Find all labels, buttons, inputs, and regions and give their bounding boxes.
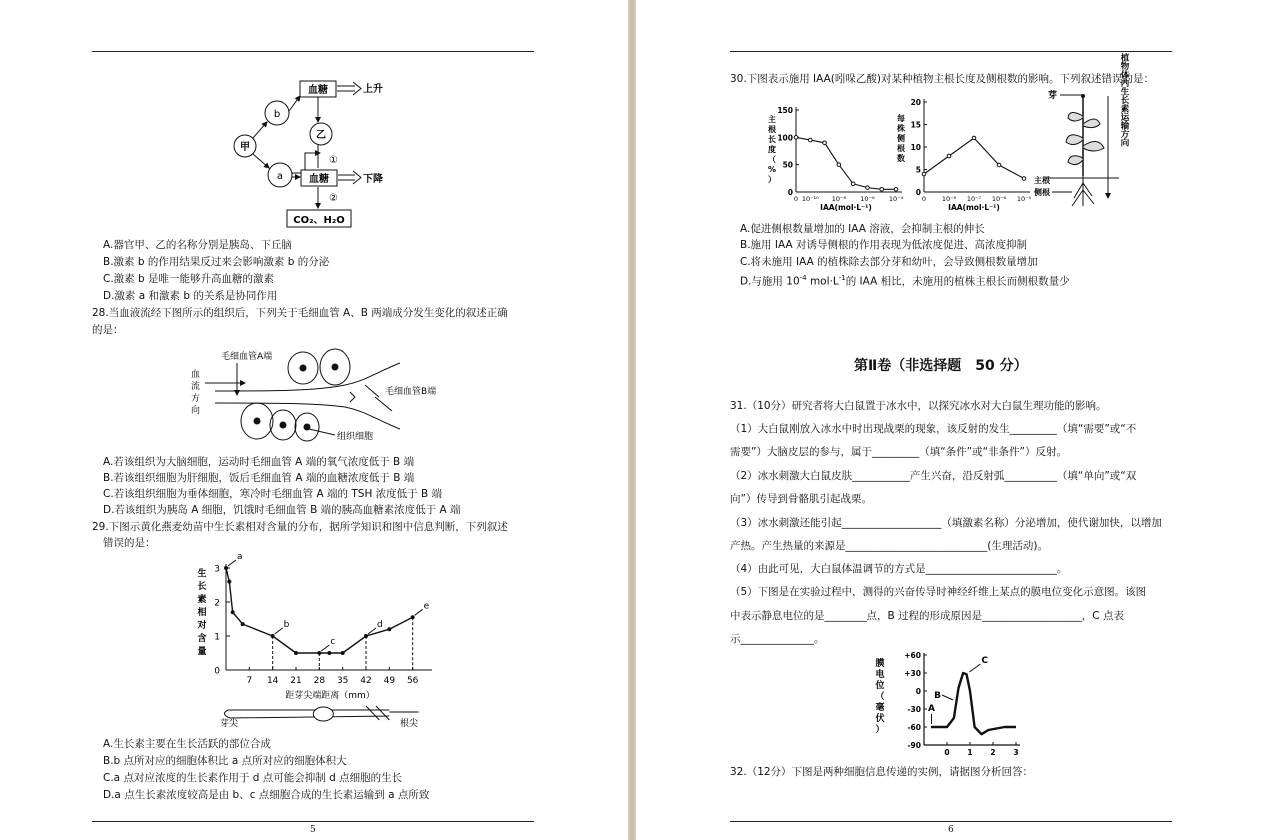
q31-p2-line2: 向”）传导到骨骼肌引起战栗。 — [730, 493, 872, 505]
q29-option-b: B.b 点所对应的细胞体积比 a 点所对应的细胞体积大 — [103, 755, 347, 767]
q31-p2-line1: （2）冰水刺激大白鼠皮肤___________产生兴奋，沿反射弧__________（填“单向”或“双 — [730, 470, 1137, 482]
hormone-regulation-diagram — [225, 78, 405, 230]
data-point — [327, 651, 331, 655]
header-rule — [730, 51, 1172, 52]
y-tick-label: 5 — [915, 165, 921, 175]
blood-sugar-bottom-label: 血糖 — [309, 174, 329, 185]
y-axis-label: 长 — [768, 135, 776, 144]
y-axis-label: 每 — [897, 114, 905, 123]
y-axis-label: 长 — [197, 582, 207, 592]
q31-p1-line1: （1）大白鼠刚放入冰水中时出现战栗的现象，该反射的发生_________（填“需要”或“不 — [730, 423, 1137, 435]
data-point — [947, 154, 951, 158]
q30-stem: 30.下图表示施用 IAA(吲哚乙酸)对某种植物主根长度及侧根数的影响。下列叙述错误的是： — [730, 73, 1154, 85]
svg-text:毛细血管A端: 毛细血管A端 — [221, 352, 273, 362]
x-tick-label: 10⁻⁶ — [860, 195, 875, 203]
svg-text:向: 向 — [191, 406, 201, 416]
q32-stem: 32.（12分）下图是两种细胞信息传递的实例，请据图分析回答： — [730, 766, 1034, 778]
q30-option-b: B.施用 IAA 对诱导侧根的作用表现为低浓度促进、高浓度抑制 — [740, 239, 1027, 251]
y-axis-label: 相 — [197, 608, 207, 618]
y-tick-label: -30 — [907, 705, 921, 714]
q27-option-a: A.器官甲、乙的名称分别是胰岛、下丘脑 — [103, 239, 292, 251]
x-tick-label: 10⁻¹⁰ — [801, 195, 819, 203]
q31-p4: （4）由此可见，大白鼠体温调节的方式是_________________________。 — [730, 563, 1068, 575]
q28-option-d: D.若该组织为胰岛 A 细胞，饥饿时毛细血管 B 端的胰高血糖素浓度低于 A 端 — [103, 504, 461, 516]
main-root-length-chart — [766, 100, 906, 215]
y-tick-label: 2 — [214, 598, 220, 609]
data-point — [1022, 177, 1026, 181]
y-axis-label: 数 — [897, 154, 905, 163]
y-axis-label: ） — [768, 175, 776, 184]
svg-text:a: a — [276, 171, 284, 182]
page-number: 6 — [948, 825, 954, 835]
x-tick-label: 21 — [290, 676, 302, 686]
q31-p3-line2: 产热。产生热量的来源是___________________________(生理活动)。 — [730, 540, 1048, 552]
x-axis-label: IAA(mol·L⁻¹) — [948, 203, 1000, 212]
y-tick-label: 0 — [787, 188, 793, 197]
page-6 — [636, 0, 1263, 840]
y-tick-label: 0 — [915, 188, 921, 197]
svg-text:芽: 芽 — [1048, 91, 1058, 101]
book-gutter — [628, 0, 636, 840]
data-point — [823, 141, 827, 145]
y-axis-label: ） — [875, 725, 885, 735]
y-tick-label: +30 — [904, 669, 921, 678]
data-point — [294, 651, 298, 655]
x-tick-label: 1 — [967, 748, 973, 757]
point-label: b — [283, 620, 290, 630]
y-tick-label: 15 — [910, 120, 921, 130]
x-tick-label: 35 — [336, 676, 349, 686]
x-tick-label: 10⁻⁸ — [941, 195, 957, 203]
y-axis-label: % — [767, 165, 777, 174]
x-tick-label: 3 — [1013, 748, 1019, 757]
data-line — [931, 673, 1016, 734]
svg-text:血: 血 — [191, 370, 201, 380]
x-tick-label: 2 — [990, 748, 996, 757]
seed — [313, 707, 333, 721]
seedling-stem — [224, 710, 389, 718]
label-leader — [321, 645, 329, 651]
x-tick-label: 0 — [793, 195, 799, 203]
svg-text:侧根: 侧根 — [1034, 188, 1050, 197]
q30-option-d: D.与施用 $10^{-4}$ $mol\cdot L^{-1}$的 IAA 相比，未施用的植株主根长而侧根数量少 — [740, 274, 1070, 288]
y-tick-label: 0 — [915, 687, 921, 696]
data-point — [866, 186, 870, 190]
label-leader — [275, 628, 283, 634]
q31-p1-line2: 需要”）大脑皮层的参与，属于_________（填“条件”或“非条件”）反射。 — [730, 446, 1067, 458]
q28-stem-line2: 的是： — [92, 324, 124, 336]
x-tick-label: 10⁻⁷ — [966, 195, 982, 203]
tip-label: 芽尖 — [220, 719, 239, 729]
q29-stem-line2: 错误的是： — [103, 537, 156, 549]
x-tick-label: 10⁻⁸ — [831, 195, 847, 203]
x-tick-label: 10⁻⁵ — [1016, 195, 1032, 203]
x-tick-label: 14 — [266, 676, 279, 686]
q31-p3-line1: （3）冰水刺激还能引起___________________（填激素名称）分泌增加，使代谢加快，以增加 — [730, 517, 1162, 529]
q28-stem-line1: 28.当血液流经下图所示的组织后，下列关于毛细血管 A、B 两端成分发生变化的叙述正确 — [92, 307, 508, 319]
y-axis-label: 毫 — [875, 703, 885, 713]
plant-illustration — [1034, 53, 1144, 213]
header-rule — [92, 51, 534, 52]
data-point — [341, 651, 345, 655]
q27-option-b: B.激素 b 的作用结果反过来会影响激素 b 的分泌 — [103, 256, 330, 268]
data-point — [794, 136, 798, 140]
point-label: a — [237, 552, 243, 562]
y-axis-label: 膜 — [875, 659, 885, 669]
x-tick-label: 7 — [246, 676, 253, 686]
q31-p5-line3: 示______________。 — [730, 633, 825, 645]
y-tick-label: 10 — [910, 143, 921, 152]
y-axis-label: 电 — [875, 670, 885, 680]
y-axis-label: 主 — [768, 115, 776, 124]
svg-text:乙: 乙 — [316, 130, 326, 141]
svg-text:流: 流 — [191, 382, 201, 392]
page-5 — [0, 0, 628, 840]
auxin-distribution-chart — [190, 552, 450, 733]
x-tick-label: 56 — [406, 676, 419, 686]
q28-option-c: C.若该组织细胞为垂体细胞，寒冷时毛细血管 A 端的 TSH 浓度低于 B 端 — [103, 488, 443, 500]
data-point — [997, 163, 1001, 167]
y-axis-label: 位 — [875, 681, 885, 691]
svg-text:组织细胞: 组织细胞 — [337, 432, 374, 442]
q27-option-d: D.激素 a 和激素 b 的关系是协同作用 — [103, 290, 278, 302]
data-point — [227, 580, 231, 584]
blood-sugar-top-label: 血糖 — [308, 85, 328, 96]
data-point — [972, 136, 976, 140]
point-label: e — [423, 601, 430, 612]
y-axis-label: 生 — [197, 569, 207, 579]
y-tick-label: 50 — [782, 160, 793, 170]
svg-text:方: 方 — [191, 394, 201, 404]
point-label: C — [981, 656, 989, 666]
svg-text:①: ① — [329, 155, 338, 166]
data-point — [387, 627, 391, 631]
footer-rule — [730, 821, 1172, 822]
y-tick-label: 0 — [214, 666, 220, 677]
data-point — [851, 182, 855, 186]
membrane-potential-chart — [872, 648, 1032, 760]
y-tick-label: 150 — [777, 106, 793, 115]
y-axis-label: 度 — [768, 145, 776, 154]
data-point — [808, 138, 812, 142]
root-label: 根尖 — [400, 719, 419, 729]
y-axis-label: 根 — [768, 125, 776, 134]
label-leader — [228, 560, 236, 566]
products-label: CO₂、H₂O — [293, 215, 345, 226]
y-tick-label: +60 — [904, 651, 921, 660]
page-number: 5 — [310, 825, 316, 835]
data-line — [924, 138, 1024, 179]
x-tick-label: 0 — [921, 195, 927, 203]
y-axis-label: 伏 — [875, 714, 885, 724]
point-label: B — [934, 691, 942, 701]
svg-text:b: b — [273, 109, 281, 120]
x-tick-label: 10⁻⁶ — [991, 195, 1007, 203]
y-tick-label: 1 — [214, 632, 220, 643]
capillary-diagram — [185, 345, 465, 445]
q29-option-c: C.a 点对应浓度的生长素作用于 d 点可能会抑制 d 点细胞的生长 — [103, 772, 403, 784]
y-axis-label: （ — [768, 155, 776, 164]
point-label: d — [377, 620, 383, 630]
data-point — [922, 172, 926, 176]
q27-option-c: C.激素 b 是唯一能够升高血糖的激素 — [103, 273, 275, 285]
y-tick-label: 3 — [214, 564, 220, 575]
y-axis-label: 株 — [897, 124, 905, 133]
y-tick-label: 20 — [910, 98, 921, 107]
q31-stem: 31.（10分）研究者将大白鼠置于冰水中，以探究冰水对大白鼠生理功能的影响。 — [730, 400, 1107, 412]
q29-option-d: D.a 点生长素浓度较高是由 b、c 点细胞合成的生长素运输到 a 点所致 — [103, 789, 430, 801]
x-axis-label: 距芽尖端距离（mm） — [285, 691, 375, 701]
x-tick-label: 49 — [383, 676, 396, 686]
fall-label: 下降 — [363, 174, 383, 185]
x-tick-label: 28 — [313, 676, 326, 686]
label-leader — [942, 695, 953, 700]
point-label: c — [330, 637, 336, 647]
point-label: A — [928, 704, 935, 714]
x-tick-label: 10⁻⁴ — [888, 195, 904, 203]
x-axis-label: IAA(mol·L⁻¹) — [820, 203, 872, 212]
q29-option-a: A.生长素主要在生长活跃的部位合成 — [103, 738, 271, 750]
q29-stem-line1: 29.下图示黄化燕麦幼苗中生长素相对含量的分布，据所学知识和图中信息判断，下列叙述 — [92, 521, 508, 533]
label-leader — [969, 664, 980, 672]
q28-option-b: B.若该组织细胞为肝细胞，饭后毛细血管 A 端的血糖浓度低于 B 端 — [103, 472, 415, 484]
x-tick-label: 0 — [944, 748, 950, 757]
y-tick-label: -90 — [907, 741, 921, 750]
svg-text:②: ② — [329, 193, 338, 204]
q28-option-a: A.若该组织为大脑细胞，运动时毛细血管 A 端的氧气浓度低于 B 端 — [103, 456, 415, 468]
y-axis-label: （ — [875, 692, 885, 702]
y-axis-label: 含 — [197, 634, 207, 644]
y-axis-label: 根 — [897, 144, 905, 153]
y-axis-label: 量 — [197, 647, 207, 657]
y-tick-label: 100 — [777, 133, 793, 143]
data-line — [226, 568, 413, 653]
data-point — [880, 187, 884, 191]
y-axis-label: 侧 — [897, 134, 905, 143]
rise-label: 上升 — [363, 84, 383, 95]
svg-text:主根: 主根 — [1034, 176, 1050, 185]
y-tick-label: -60 — [907, 723, 921, 732]
q31-p5-line1: （5）下图是在实验过程中，测得的兴奋传导时神经纤维上某点的膜电位变化示意图。该图 — [730, 586, 1147, 598]
lateral-root-count-chart — [894, 95, 1034, 215]
data-point — [837, 163, 841, 167]
data-point — [241, 622, 245, 626]
root-hairs — [366, 706, 419, 720]
data-line — [796, 137, 896, 189]
label-leader — [415, 609, 423, 615]
svg-text:甲: 甲 — [240, 142, 250, 153]
q30-option-c: C.将未施用 IAA 的植株除去部分芽和幼叶，会导致侧根数量增加 — [740, 256, 1038, 268]
svg-text:植物体内生长素运输方向: 植物体内生长素运输方向 — [1119, 53, 1129, 147]
y-axis-label: 素 — [197, 595, 207, 605]
q31-p5-line2: 中表示静息电位的是________点，B 过程的形成原因是___________________，C 点表 — [730, 610, 1124, 622]
data-point — [231, 610, 235, 614]
q30-option-a: A.促进侧根数量增加的 IAA 溶液，会抑制主根的伸长 — [740, 223, 985, 235]
footer-rule — [92, 821, 534, 822]
x-tick-label: 42 — [360, 676, 372, 686]
svg-text:毛细血管B端: 毛细血管B端 — [385, 387, 437, 397]
y-axis-label: 对 — [197, 621, 207, 631]
section-title: 第Ⅱ卷（非选择题 50 分） — [854, 358, 1028, 374]
